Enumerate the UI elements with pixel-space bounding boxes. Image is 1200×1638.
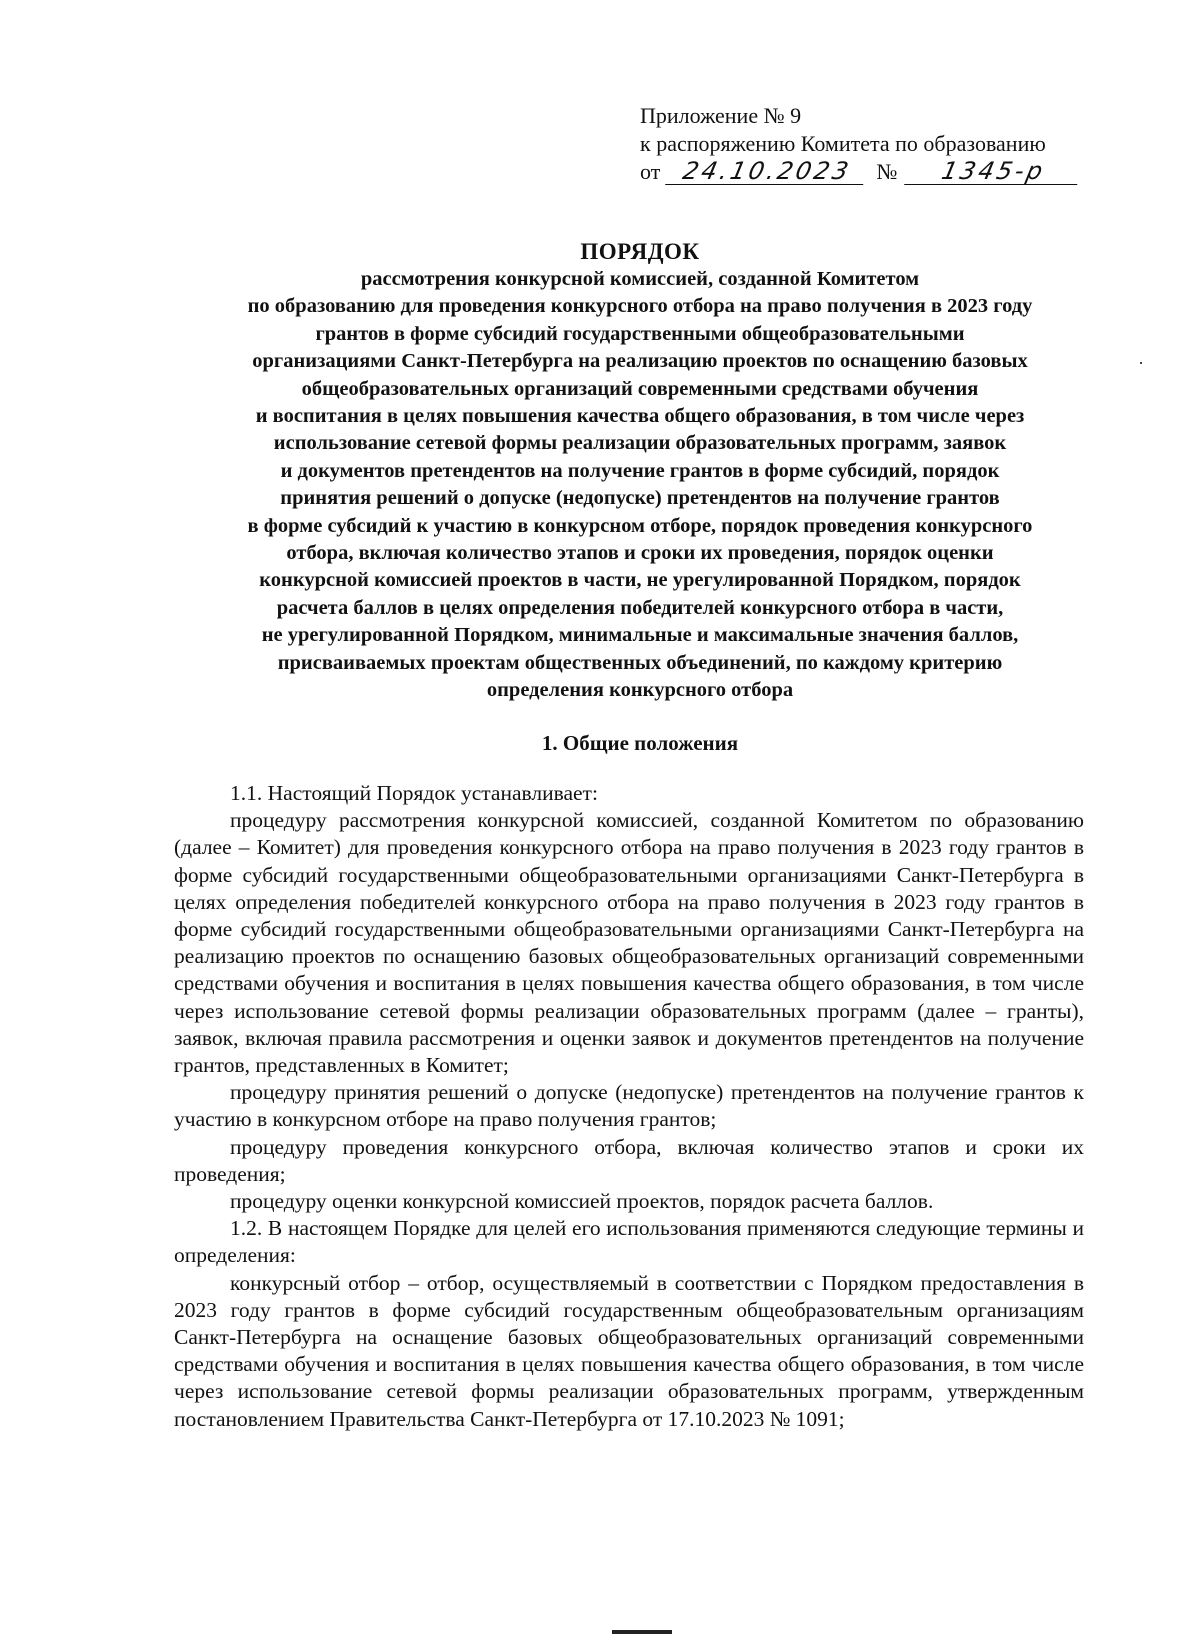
number-label: № <box>876 159 898 184</box>
paragraph: процедуру рассмотрения конкурсной комиссией, созданной Комитетом по образованию (далее – Комитет) для проведения конкурсного отбора на право получения в 2023 году грантов в форме субсидий государственными общеобразовательными организациями Санкт-Петербурга в целях определения победителей конкурсного отбора на право получения в 2023 году грантов в форме субсидий государственными общеобразовательными организациями Санкт-Петербурга на реализацию проектов по оснащению базовых общеобразовательных организаций современными средствами обучения и воспитания в целях повышения качества общего образования, в том числе через использование сетевой формы реализации образовательных программ (далее – гранты), заявок, включая правила рассмотрения и оценки заявок и документов претендентов на получение грантов, представленных в Комитет; <box>174 808 1084 1078</box>
from-label: от <box>640 159 661 184</box>
title-block <box>160 238 1120 705</box>
scan-artifact <box>1140 362 1142 364</box>
document-body <box>174 780 1084 1433</box>
subtitle-line: конкурсной комиссией проектов в части, не урегулированной Порядком, порядок <box>259 569 1021 592</box>
subtitle-line: по образованию для проведения конкурсного отбора на право получения в 2023 году <box>247 295 1033 318</box>
subtitle-line: определения конкурсного отбора <box>486 679 794 702</box>
document-subtitle <box>160 266 1120 705</box>
paragraph: процедуру оценки конкурсной комиссией проектов, порядок расчета баллов. <box>230 1189 934 1214</box>
section-heading: 1. Общие положения <box>541 731 739 755</box>
paragraph: процедуру проведения конкурсного отбора, включая количество этапов и сроки их проведения; <box>174 1134 1084 1186</box>
paragraph: 1.1. Настоящий Порядок устанавливает: <box>230 781 598 805</box>
subtitle-line: отбора, включая количество этапов и сроки их проведения, порядок оценки <box>286 542 994 565</box>
subtitle-line: в форме субсидий к участию в конкурсном отборе, порядок проведения конкурсного <box>247 514 1033 537</box>
paragraph: конкурсный отбор – отбор, осуществляемый в соответствии с Порядком предоставления в 2023 году грантов в форме субсидий государственным общеобразовательным организациям Санкт-Петербурга на оснащение базовых общеобразовательных организаций современными средствами обучения и воспитания в целях повышения качества общего образования, в том числе через использование сетевой формы реализации образовательных программ, утвержденным постановлением Правительства Санкт-Петербурга от 17.10.2023 № 1091; <box>174 1270 1084 1431</box>
paragraph: процедуру принятия решений о допуске (недопуске) претендентов на получение грантов к участию в конкурсном отборе на право получения грантов; <box>174 1080 1084 1132</box>
document-title: ПОРЯДОК <box>580 239 700 264</box>
appendix-header <box>640 102 1100 186</box>
subtitle-line: использование сетевой формы реализации образовательных программ, заявок <box>273 432 1007 455</box>
handwritten-date: 24.10.2023 <box>665 158 869 185</box>
subtitle-line: общеобразовательных организаций современными средствами обучения <box>301 377 979 400</box>
appendix-order-ref: к распоряжению Комитета по образованию <box>640 131 1046 156</box>
handwritten-order-number: 1345-р <box>904 158 1083 185</box>
appendix-number: Приложение № 9 <box>640 103 802 128</box>
paragraph: 1.2. В настоящем Порядке для целей его использования применяются следующие термины и определения: <box>174 1216 1084 1268</box>
subtitle-line: не урегулированной Порядком, минимальные и максимальные значения баллов, <box>261 624 1019 647</box>
subtitle-line: и документов претендентов на получение грантов в форме субсидий, порядок <box>280 459 1000 482</box>
appendix-date-number-line <box>640 158 1100 186</box>
subtitle-line: расчета баллов в целях определения победителей конкурсного отбора в части, <box>276 596 1004 619</box>
subtitle-line: организациями Санкт-Петербурга на реализацию проектов по оснащению базовых <box>252 350 1028 373</box>
subtitle-line: и воспитания в целях повышения качества общего образования, в том числе через <box>255 405 1025 428</box>
subtitle-line: принятия решений о допуске (недопуске) претендентов на получение грантов <box>280 487 1000 510</box>
subtitle-line: рассмотрения конкурсной комиссией, созданной Комитетом <box>360 268 920 290</box>
subtitle-line: присваиваемых проектам общественных объединений, по каждому критерию <box>277 651 1003 674</box>
page-edge-mark <box>612 1630 672 1634</box>
subtitle-line: грантов в форме субсидий государственными общеобразовательными <box>315 322 965 345</box>
